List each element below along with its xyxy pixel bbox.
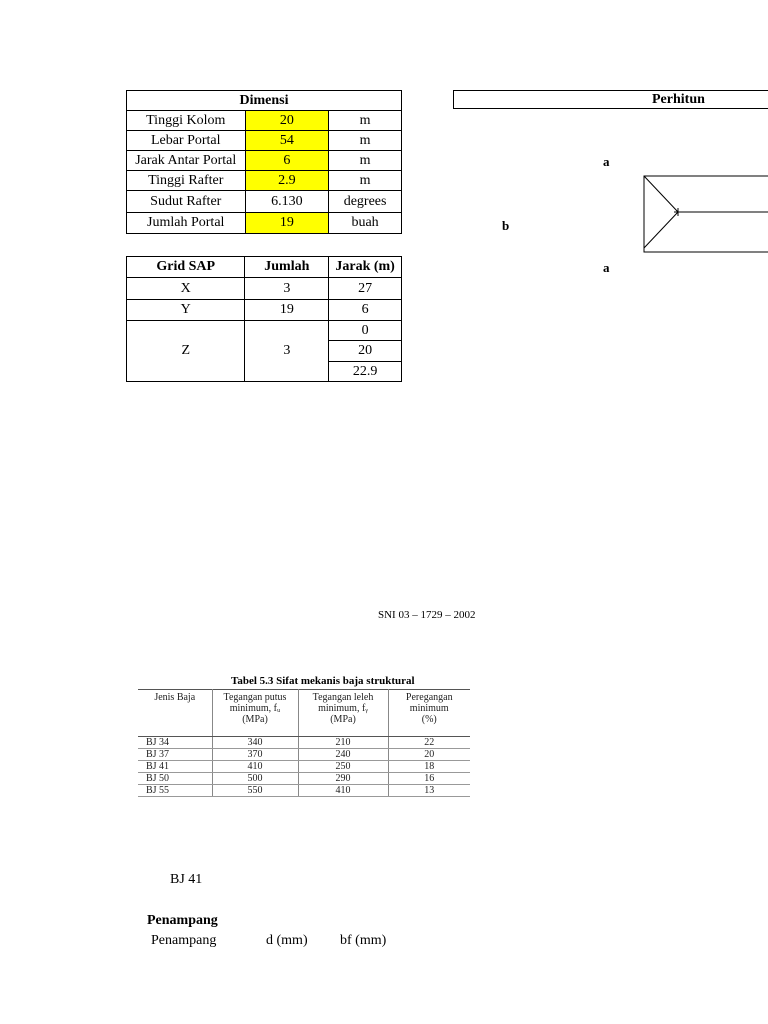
label-a-bottom: a — [603, 260, 610, 275]
dimensi-value[interactable]: 6 — [245, 151, 329, 171]
dimensi-table — [126, 90, 402, 234]
grid-jarak: 22.9 — [329, 362, 402, 382]
steel-grade: BJ 41 — [138, 761, 212, 773]
dimensi-unit: degrees — [329, 191, 402, 213]
dimensi-title: Dimensi — [127, 91, 402, 111]
dimensi-unit: buah — [329, 213, 402, 234]
steel-table-title: Tabel 5.3 Sifat mekanis baja struktural — [231, 675, 415, 687]
jarak-header: Jarak (m) — [329, 257, 402, 278]
dimensi-value[interactable]: 2.9 — [245, 171, 329, 191]
sketch-frame — [644, 176, 768, 252]
penampang-col-bf: bf (mm) — [340, 933, 387, 948]
table-row — [138, 737, 470, 749]
leleh-line-2: minimum, fᵧ — [318, 703, 368, 714]
putus-line-2: minimum, fᵤ — [229, 703, 281, 714]
peregangan-header — [388, 690, 470, 737]
steel-fy: 210 — [298, 737, 388, 749]
dimensi-unit: m — [329, 151, 402, 171]
table-row — [127, 191, 402, 213]
steel-table — [138, 689, 470, 797]
steel-fu: 550 — [212, 785, 298, 797]
grid-jumlah: 3 — [245, 321, 329, 382]
table-row — [127, 131, 402, 151]
penampang-col-d: d (mm) — [266, 933, 308, 948]
table-row — [127, 321, 402, 341]
dimensi-value: 6.130 — [245, 191, 329, 213]
steel-elongation: 22 — [388, 737, 470, 749]
label-b: b — [502, 218, 510, 233]
sketch-rafter-upper — [644, 176, 678, 212]
steel-fu: 410 — [212, 761, 298, 773]
dimensi-unit: m — [329, 111, 402, 131]
steel-grade: BJ 50 — [138, 773, 212, 785]
dimensi-label: Lebar Portal — [127, 131, 246, 151]
table-row — [127, 278, 402, 300]
jenis-baja-header: Jenis Baja — [138, 690, 212, 737]
leleh-line-3: (MPa) — [330, 714, 356, 725]
peregangan-line-2: minimum — [409, 703, 449, 714]
steel-fu: 370 — [212, 749, 298, 761]
steel-elongation: 20 — [388, 749, 470, 761]
dimensi-label: Jumlah Portal — [127, 213, 246, 234]
steel-table-image — [136, 642, 485, 806]
perhitungan-box — [453, 90, 768, 109]
putus-line-3: (MPa) — [242, 714, 268, 725]
sketch-rafter-lower — [644, 212, 678, 248]
dimensi-unit: m — [329, 171, 402, 191]
steel-grade: BJ 34 — [138, 737, 212, 749]
perhitungan-title: Perhitun — [652, 92, 705, 107]
steel-fy: 410 — [298, 785, 388, 797]
putus-line-1: Tegangan putus — [223, 692, 287, 703]
table-row — [127, 171, 402, 191]
dimensi-value[interactable]: 54 — [245, 131, 329, 151]
dimensi-unit: m — [329, 131, 402, 151]
table-row — [127, 151, 402, 171]
steel-grade: BJ 55 — [138, 785, 212, 797]
penampang-col-label: Penampang — [151, 933, 217, 948]
dimensi-label: Sudut Rafter — [127, 191, 246, 213]
grid-jumlah: 3 — [245, 278, 329, 300]
steel-elongation: 18 — [388, 761, 470, 773]
grid-jarak: 0 — [329, 321, 402, 341]
steel-grade: BJ 37 — [138, 749, 212, 761]
portal-sketch-diagram — [640, 170, 768, 260]
grid-label: Y — [127, 300, 245, 321]
steel-fy: 240 — [298, 749, 388, 761]
table-row — [138, 761, 470, 773]
peregangan-line-1: Peregangan — [405, 692, 453, 703]
steel-fy: 250 — [298, 761, 388, 773]
steel-fy: 290 — [298, 773, 388, 785]
dimensi-value[interactable]: 19 — [245, 213, 329, 234]
table-row — [127, 300, 402, 321]
table-row — [138, 749, 470, 761]
steel-elongation: 16 — [388, 773, 470, 785]
grid-sap-table — [126, 256, 402, 382]
grid-jarak: 6 — [329, 300, 402, 321]
grid-jarak: 20 — [329, 341, 402, 362]
steel-fu: 340 — [212, 737, 298, 749]
tegangan-putus-header — [212, 690, 298, 737]
sni-caption: SNI 03 – 1729 – 2002 — [378, 609, 476, 621]
penampang-heading: Penampang — [147, 913, 218, 928]
label-a-top: a — [603, 154, 610, 169]
jumlah-header: Jumlah — [245, 257, 329, 278]
steel-elongation: 13 — [388, 785, 470, 797]
table-row — [138, 773, 470, 785]
dimensi-value[interactable]: 20 — [245, 111, 329, 131]
dimensi-label: Tinggi Rafter — [127, 171, 246, 191]
dimensi-label: Tinggi Kolom — [127, 111, 246, 131]
table-row — [127, 213, 402, 234]
grid-label: X — [127, 278, 245, 300]
tegangan-leleh-header — [298, 690, 388, 737]
steel-fu: 500 — [212, 773, 298, 785]
table-row — [138, 785, 470, 797]
peregangan-line-3: (%) — [421, 714, 437, 725]
table-row — [127, 111, 402, 131]
grid-sap-header: Grid SAP — [127, 257, 245, 278]
selected-steel-grade: BJ 41 — [170, 872, 203, 887]
dimensi-label: Jarak Antar Portal — [127, 151, 246, 171]
grid-jumlah: 19 — [245, 300, 329, 321]
leleh-line-1: Tegangan leleh — [312, 692, 374, 703]
grid-jarak: 27 — [329, 278, 402, 300]
grid-label: Z — [127, 321, 245, 382]
